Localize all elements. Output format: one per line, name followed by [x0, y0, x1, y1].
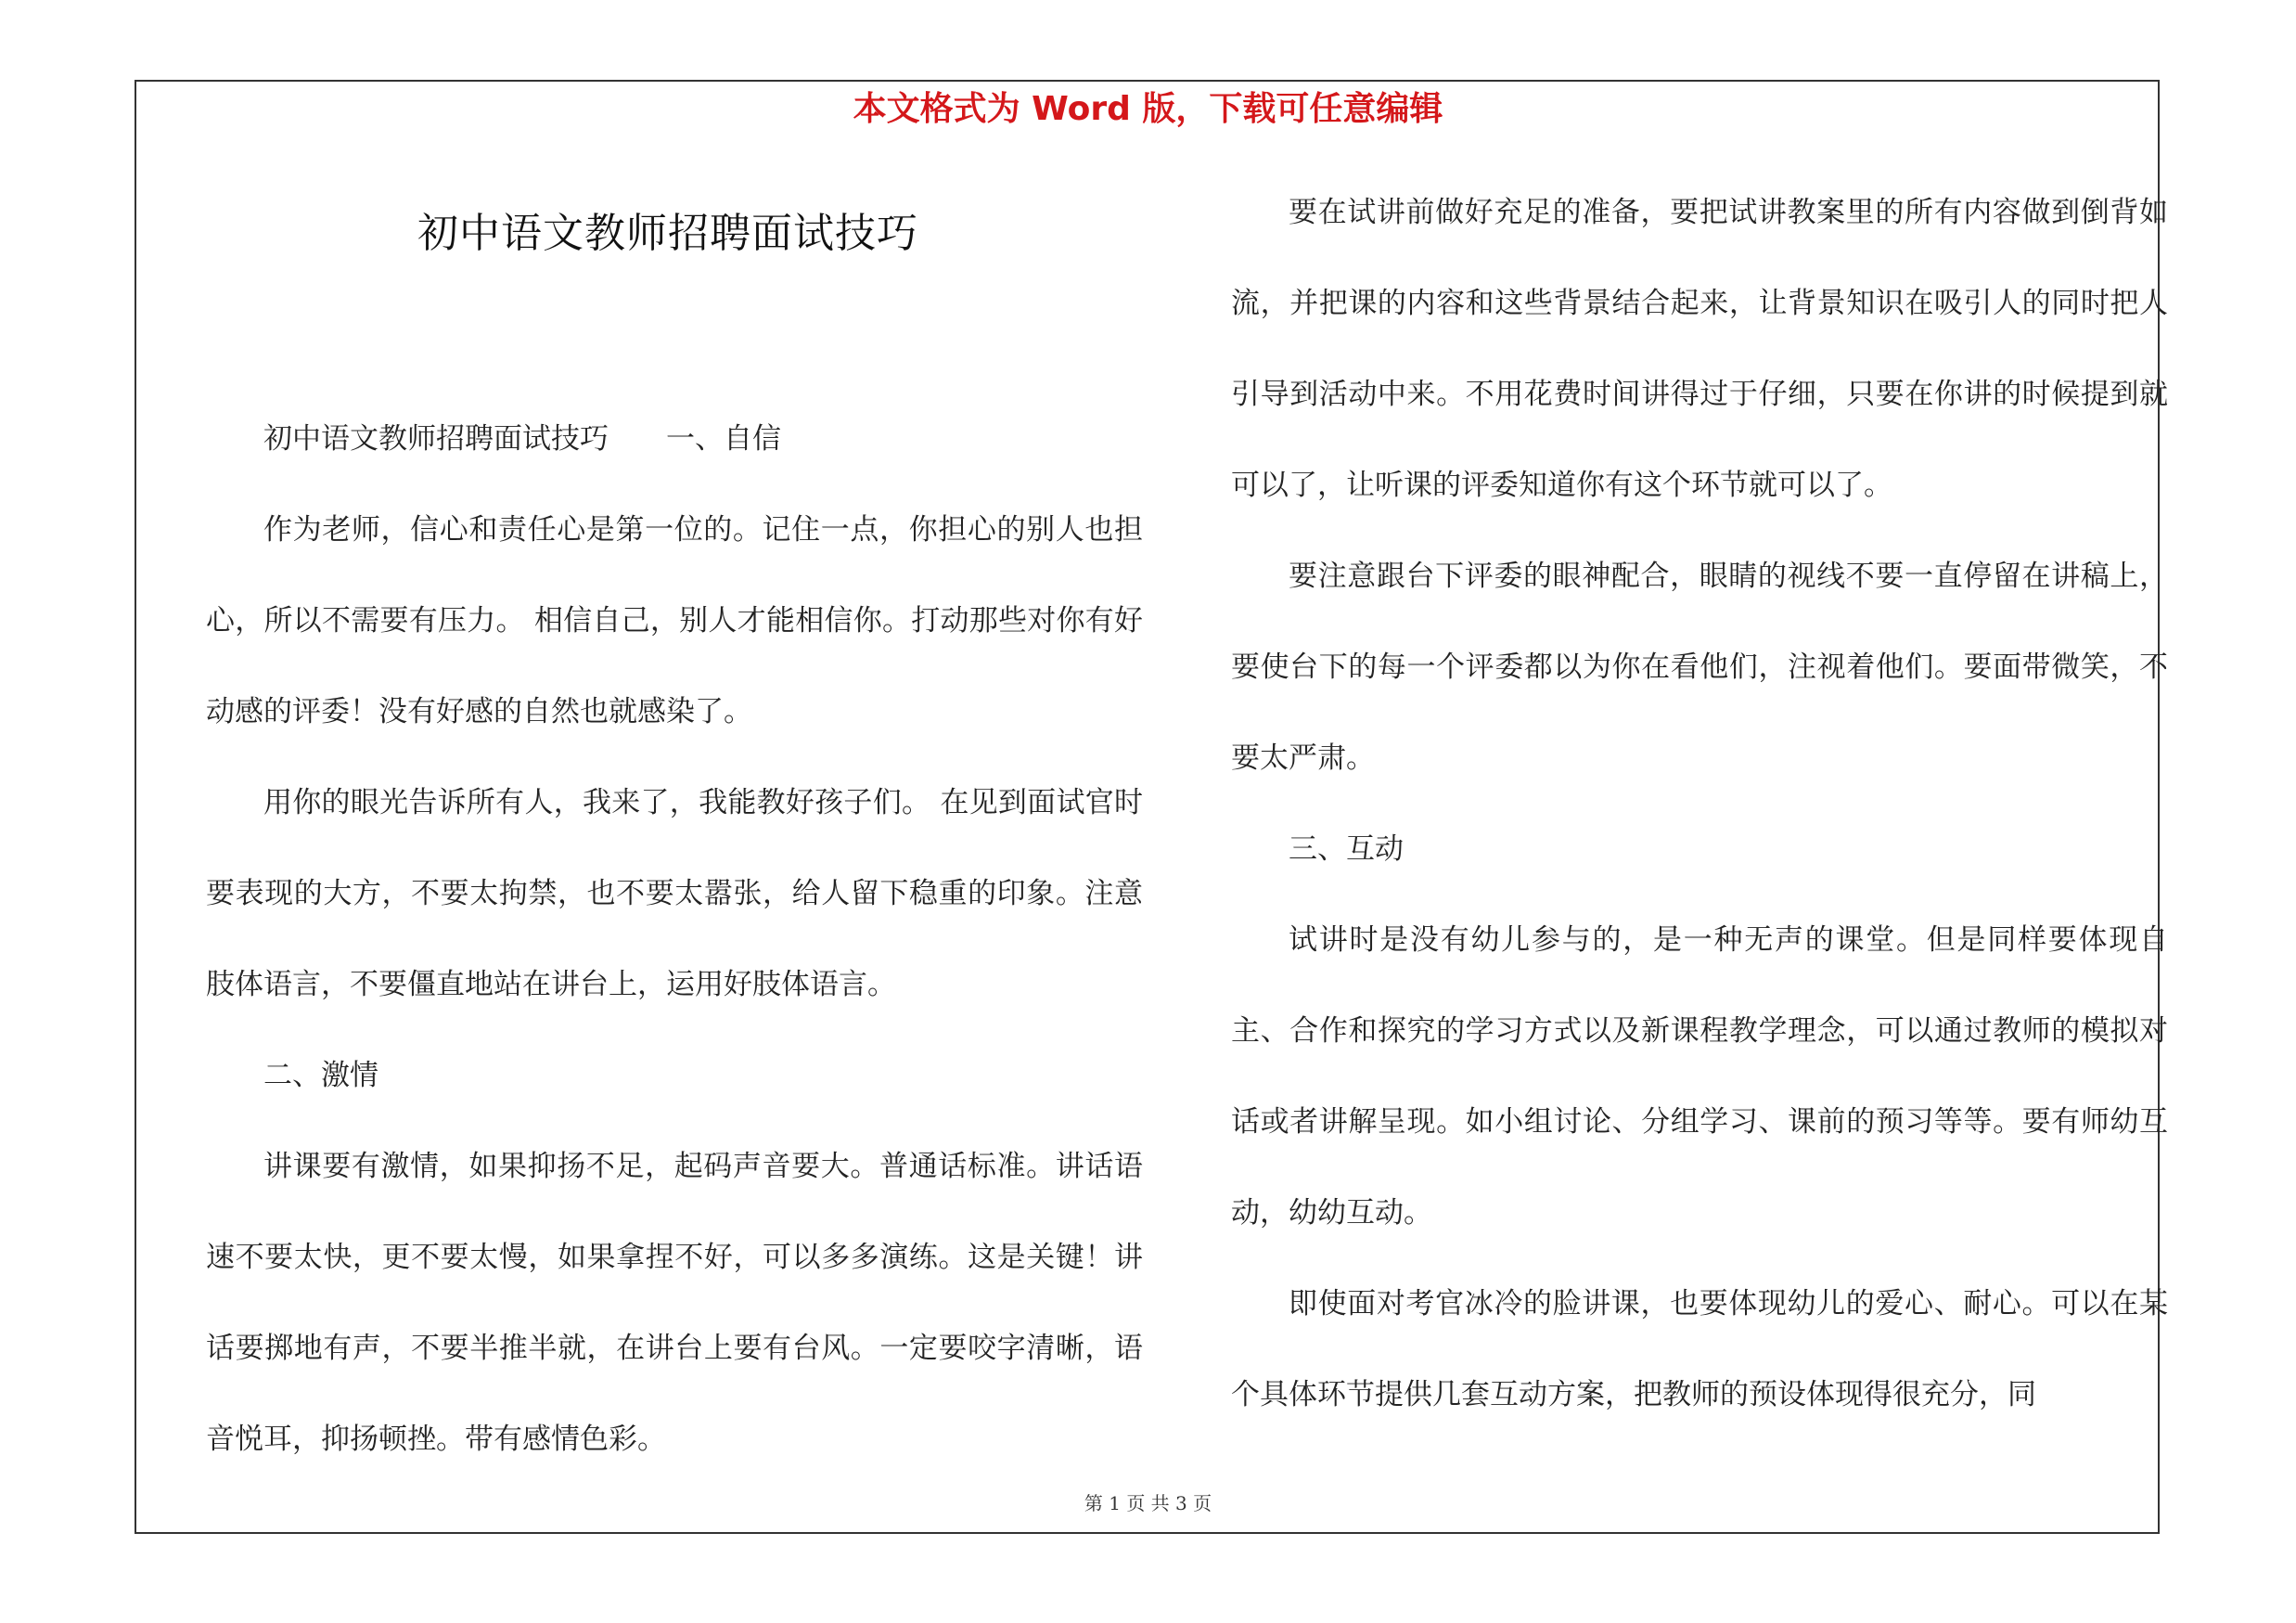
paragraph: 作为老师，信心和责任心是第一位的。记住一点，你担心的别人也担心，所以不需要有压力。 相信自己，别人才能相信你。打动那些对你有好动感的评委！没有好感的自然也就感染了。: [206, 513, 1143, 728]
section-heading: 三、互动: [1289, 832, 1404, 866]
paragraph: 试讲时是没有幼儿参与的，是一种无声的课堂。但是同样要体现自主、合作和探究的学习方式以及新课程教学理念，可以通过教师的模拟对话或者讲解呈现。如小组讨论、分组学习、课前的预习等等。要有师幼互动，幼幼互动。: [1231, 923, 2168, 1230]
document-title: 初中语文教师招聘面试技巧: [417, 210, 918, 257]
paragraph: 要注意跟台下评委的眼神配合，眼睛的视线不要一直停留在讲稿上，要使台下的每一个评委都以为你在看他们，注视着他们。要面带微笑，不要太严肃。: [1231, 560, 2168, 775]
paragraph: 即使面对考官冰冷的脸讲课，也要体现幼儿的爱心、耐心。可以在某个具体环节提供几套互动方案，把教师的预设体现得很充分，同: [1231, 1287, 2168, 1411]
page-number: 第 1 页 共 3 页: [1084, 1492, 1212, 1514]
paragraph: 初中语文教师招聘面试技巧 一、自信: [263, 422, 781, 456]
paragraph: 用你的眼光告诉所有人，我来了，我能教好孩子们。 在见到面试官时要表现的大方，不要太拘禁，也不要太嚣张，给人留下稳重的印象。注意肢体语言，不要僵直地站在讲台上，运用好肢体语言。: [206, 786, 1143, 1001]
section-heading: 二、激情: [263, 1059, 378, 1092]
right-column: [1231, 167, 2168, 1440]
left-column: [206, 393, 1143, 1485]
paragraph: 讲课要有激情，如果抑扬不足，起码声音要大。普通话标准。讲话语速不要太快，更不要太慢，如果拿捏不好，可以多多演练。这是关键！讲话要掷地有声，不要半推半就，在讲台上要有台风。一定要咬字清晰，语音悦耳，抑扬顿挫。带有感情色彩。: [206, 1150, 1143, 1456]
format-banner: 本文格式为 Word 版，下载可任意编辑: [853, 90, 1443, 128]
paragraph: 要在试讲前做好充足的准备，要把试讲教案里的所有内容做到倒背如流，并把课的内容和这些背景结合起来，让背景知识在吸引人的同时把人引导到活动中来。不用花费时间讲得过于仔细，只要在你讲的时候提到就可以了，让听课的评委知道你有这个环节就可以了。: [1231, 196, 2168, 502]
